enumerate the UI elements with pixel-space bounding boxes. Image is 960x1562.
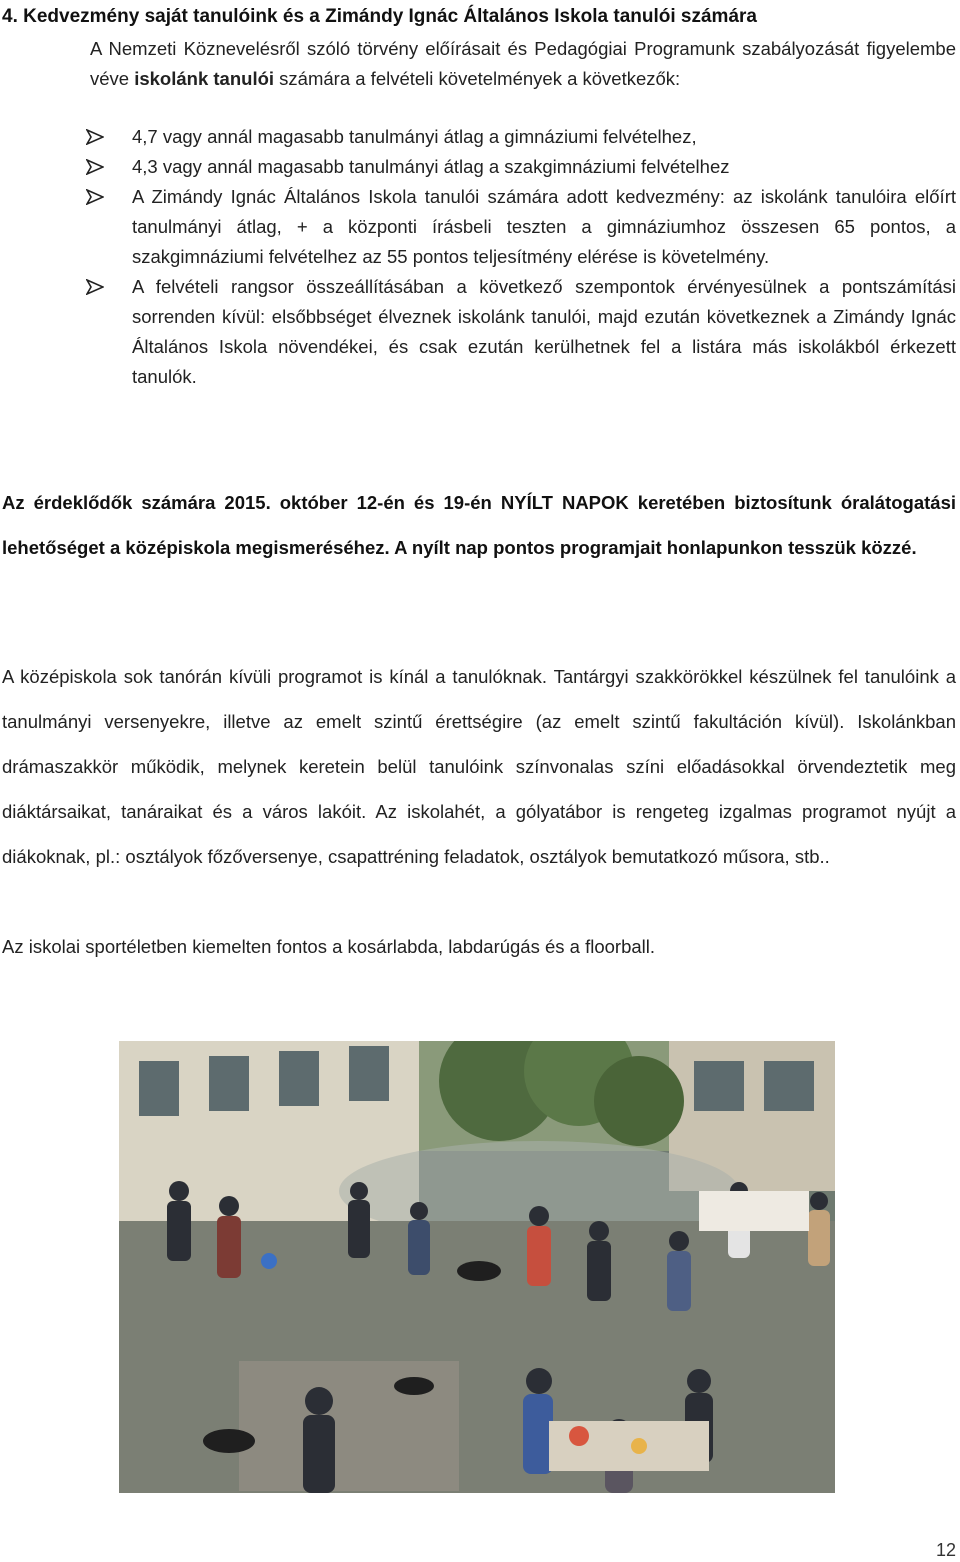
school-event-photo bbox=[119, 1041, 835, 1493]
list-item-text: A Zimándy Ignác Általános Iskola tanulói számára adott kedvezmény: az iskolánk tanulóira előírt tanulmányi átlag, + a központi írásbeli teszten a gimnáziumhoz összesen 65 pontos, a szakgimnáziumi felvételhez az 55 pontos teljesítmény elérése is követelmény. bbox=[132, 186, 956, 267]
list-item bbox=[86, 182, 956, 272]
intro-text-1: A Nemzeti Köznevelésről szóló törvény előírásait és Pedagógiai Programunk szabályozását figyelembe véve bbox=[90, 38, 956, 89]
sports-paragraph: Az iskolai sportéletben kiemelten fontos a kosárlabda, labdarúgás és a floorball. bbox=[2, 936, 656, 957]
requirements-list bbox=[86, 122, 956, 392]
open-days-paragraph: Az érdeklődők számára 2015. október 12-én és 19-én NYÍLT NAPOK keretében biztosítunk óralátogatási lehetőséget a középiskola megismeréséhez. A nyílt nap pontos programjait honlapunkon tesszük közzé. bbox=[2, 492, 956, 558]
intro-paragraph bbox=[90, 34, 956, 94]
section-heading: 4. Kedvezmény saját tanulóink és a Zimándy Ignác Általános Iskola tanulói számára bbox=[2, 6, 757, 27]
list-item-text: 4,7 vagy annál magasabb tanulmányi átlag a gimnáziumi felvételhez, bbox=[132, 126, 697, 147]
list-item bbox=[86, 152, 956, 182]
arrow-bullet-icon bbox=[86, 189, 104, 205]
intro-text-2: számára a felvételi követelmények a következők: bbox=[274, 68, 681, 89]
arrow-bullet-icon bbox=[86, 159, 104, 175]
list-item bbox=[86, 272, 956, 392]
list-item-text: A felvételi rangsor összeállításában a következő szempontok érvényesülnek a pontszámítási sorrenden kívül: elsőbbséget élveznek iskolánk tanulói, majd ezután következnek a Zimándy Ignác Általános Iskola növendékei, és csak ezután kerülhetnek fel a listára más iskolákból érkezett tanulók. bbox=[132, 276, 956, 387]
arrow-bullet-icon bbox=[86, 129, 104, 145]
list-item-text: 4,3 vagy annál magasabb tanulmányi átlag a szakgimnáziumi felvételhez bbox=[132, 156, 730, 177]
list-item bbox=[86, 122, 956, 152]
page-number: 12 bbox=[935, 1540, 956, 1560]
photo-illustration bbox=[119, 1041, 835, 1493]
arrow-bullet-icon bbox=[86, 279, 104, 295]
programs-paragraph: A középiskola sok tanórán kívüli programot is kínál a tanulóknak. Tantárgyi szakkörökkel készülnek fel tanulóink a tanulmányi versenyekre, illetve az emelt szintű érettségire (az emelt szintű fakultáción kívül). Iskolánkban drámaszakkör működik, melynek keretein belül tanulóink színvonalas színi előadásokkal örvendeztetik meg diáktársaikat, tanáraikat és a város lakóit. Az iskolahét, a gólyatábor is rengeteg izgalmas programot nyújt a diákoknak, pl.: osztályok főzőversenye, csapattréning feladatok, osztályok bemutatkozó műsora, stb.. bbox=[2, 666, 956, 867]
intro-bold: iskolánk tanulói bbox=[134, 68, 275, 89]
